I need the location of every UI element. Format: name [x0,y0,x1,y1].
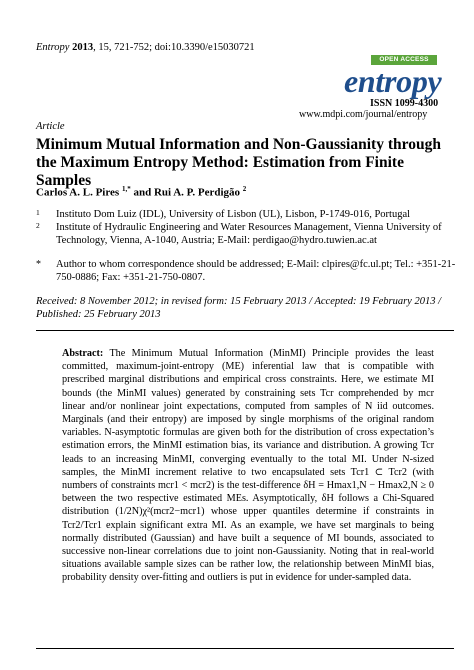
affiliation-item [36,208,456,221]
volume-pages-doi: , 15, 721-752; doi:10.3390/e15030721 [93,42,255,53]
affiliation-number: 1 [36,208,40,217]
author-connector: and [130,186,154,199]
divider [36,330,454,331]
correspondence-note [36,258,456,284]
correspondence-text: Author to whom correspondence should be addressed; E-Mail: clpires@fc.ul.pt; Tel.: +351-21-750-0886; Fax: +351-21-750-0807. [56,259,456,283]
author-affiliation-mark: 2 [242,185,247,193]
journal-url[interactable]: www.mdpi.com/journal/entropy [299,109,428,120]
affiliation-number: 2 [36,221,40,230]
paper-title: Minimum Mutual Information and Non-Gaussianity through the Maximum Entropy Method: Estimation from Finite Samples [36,136,441,189]
divider [36,648,454,649]
open-access-badge: OPEN ACCESS [371,55,437,65]
abstract-label: Abstract: [62,348,104,359]
affiliation-item [36,221,456,247]
journal-year: 2013 [72,42,94,53]
article-type: Article [36,121,65,132]
abstract-text: The Minimum Mutual Information (MinMI) Principle provides the least committed, maximum-joint-entropy (ME) inferential law that is compatible with prescribed marginal distributions and empirical cross constraints. Here, we estimate MI bounds (the MinMI values) generated by constraining sets Tcr comprehended by mcr linear and/or nonlinear joint expectations, computed from samples of N iid outcomes. Marginals (and their entropy) are imposed by single morphisms of the original random variables. N-asymptotic formulas are given both for the distribution of cross expectation’s estimation errors, the MinMI estimation bias, its variance and distribution. A growing Tcr leads to an increasing MinMI, converging eventually to the total MI. Under N-sized samples, the MinMI increment relative to two encapsulated sets Tcr1 ⊂ Tcr2 (with numbers of constraints mcr1 < mcr2) is the test-difference δH = Hmax1,N − Hmax2,N ≥ 0 between the two respective estimated MEs. Asymptotically, δH follows a Chi-Squared distribution (1/2N)χ²(mcr2−mcr1) whose upper quantiles determine if constraints in Tcr2/Tcr1 explain significant extra MI. As an example, we have set marginals to being normally distributed (Gaussian) and have built a sequence of MI bounds, associated to successive non-linear correlations due to joint non-Gaussianity. Noting that in real-world situations available sample sizes can be rather low, the relationship between MinMI bias, probability density over-fitting and outliers is put in evidence for under-sampled data. [62,348,434,584]
author-list [36,185,246,199]
abstract [62,347,434,585]
author-name: Carlos A. L. Pires [36,186,120,199]
correspondence-mark: * [36,259,41,270]
journal-name: Entropy [36,42,70,53]
publication-dates: Received: 8 November 2012; in revised form: 15 February 2013 / Accepted: 19 February 2013 / Published: 25 February 2013 [36,296,442,320]
author-affiliation-mark: 1,* [121,185,131,193]
affiliation-text: Instituto Dom Luiz (IDL), University of Lisbon (UL), Lisbon, P-1749-016, Portugal [56,209,411,220]
journal-reference [36,42,255,53]
issn: ISSN 1099-4300 [370,98,439,109]
affiliation-text: Institute of Hydraulic Engineering and Water Resources Management, Vienna University of Technology, Vienna, A-1040, Austria; E-Mail: perdigao@hydro.tuwien.ac.at [56,222,442,246]
author-name: Rui A. P. Perdigão [153,186,241,199]
journal-logo: entropy [344,63,442,99]
